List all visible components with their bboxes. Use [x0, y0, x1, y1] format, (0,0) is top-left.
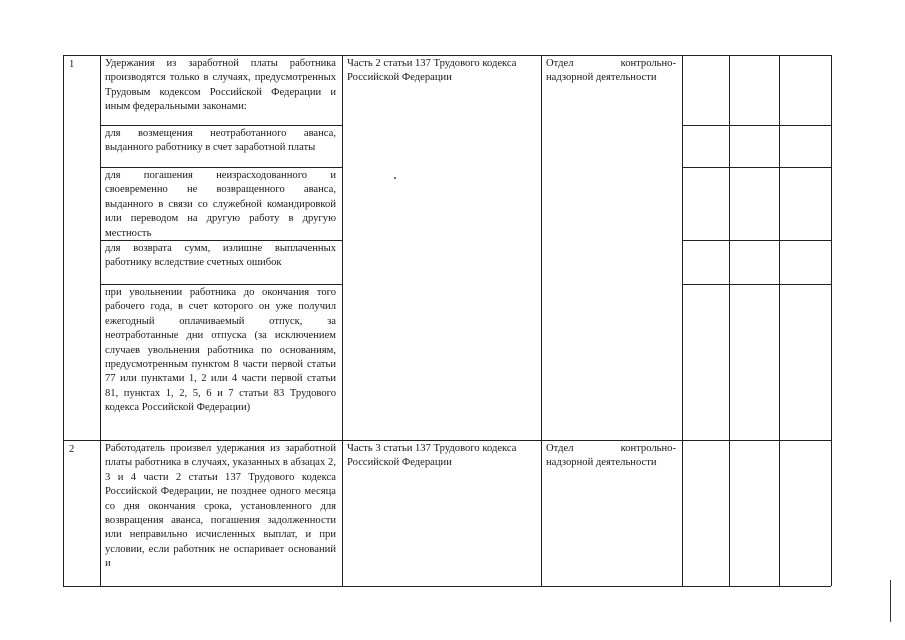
column-divider	[779, 55, 780, 586]
requirement-sub-item: для возмещения неотработанного аванса, выданного работнику в счет заработной платы	[105, 128, 336, 154]
table-bottom-border	[63, 586, 831, 587]
column-divider	[831, 55, 832, 586]
row-divider	[682, 125, 831, 126]
department: Отдел контрольно-надзорной деятельности	[546, 443, 676, 469]
legal-basis: Часть 3 статьи 137 Трудового кодекса Российской Федерации	[347, 443, 517, 469]
row-divider	[100, 284, 342, 285]
department: Отдел контрольно-надзорной деятельности	[546, 58, 676, 84]
table-top-border	[63, 55, 831, 56]
row-number: 1	[69, 59, 75, 70]
requirement-intro: Удержания из заработной платы работника производятся только в случаях, предусмотренных Трудовым кодексом Российской Федерации и иным федеральными законами:	[105, 58, 336, 113]
column-divider	[342, 55, 343, 586]
column-divider	[541, 55, 542, 586]
scan-edge-mark	[890, 580, 891, 622]
column-divider	[63, 55, 64, 586]
row-divider	[682, 167, 831, 168]
row-divider	[682, 240, 831, 241]
requirement-intro: Работодатель произвел удержания из заработной платы работника в случаях, указанных в абзацах 2, 3 и 4 части 2 статьи 137 Трудового кодекса Российской Федерации, не позднее одного месяца со дня окончания срока, установленного для возвращения аванса, погашения задолженности или неправильно исчисленных выплат, и при условии, если работник не оспаривает оснований и	[105, 443, 336, 570]
requirement-sub-item: при увольнении работника до окончания того рабочего года, в счет которого он уже получил ежегодный оплачиваемый отпуск, за неотработанные дни отпуска (за исключением случаев увольнения работника по основаниям, предусмотренным пунктом 8 части первой статьи 77 или пунктами 1, 2 или 4 части первой статьи 81, пунктах 1, 2, 5, 6 и 7 статьи 83 Трудового кодекса Российской Федерации)	[105, 287, 336, 414]
row-divider	[100, 125, 342, 126]
row-divider	[63, 440, 831, 441]
scan-speck	[394, 177, 396, 179]
legal-basis: Часть 2 статьи 137 Трудового кодекса Российской Федерации	[347, 58, 517, 84]
row-divider	[682, 284, 831, 285]
row-number: 2	[69, 444, 75, 455]
requirement-sub-item: для погашения неизрасходованного и своевременно не возвращенного аванса, выданного в связи со служебной командировкой или переводом на другую работу в другую местность	[105, 170, 336, 239]
column-divider	[682, 55, 683, 586]
requirement-sub-item: для возврата сумм, излишне выплаченных работнику вследствие счетных ошибок	[105, 243, 336, 269]
row-divider	[100, 167, 342, 168]
column-divider	[729, 55, 730, 586]
column-divider	[100, 55, 101, 586]
